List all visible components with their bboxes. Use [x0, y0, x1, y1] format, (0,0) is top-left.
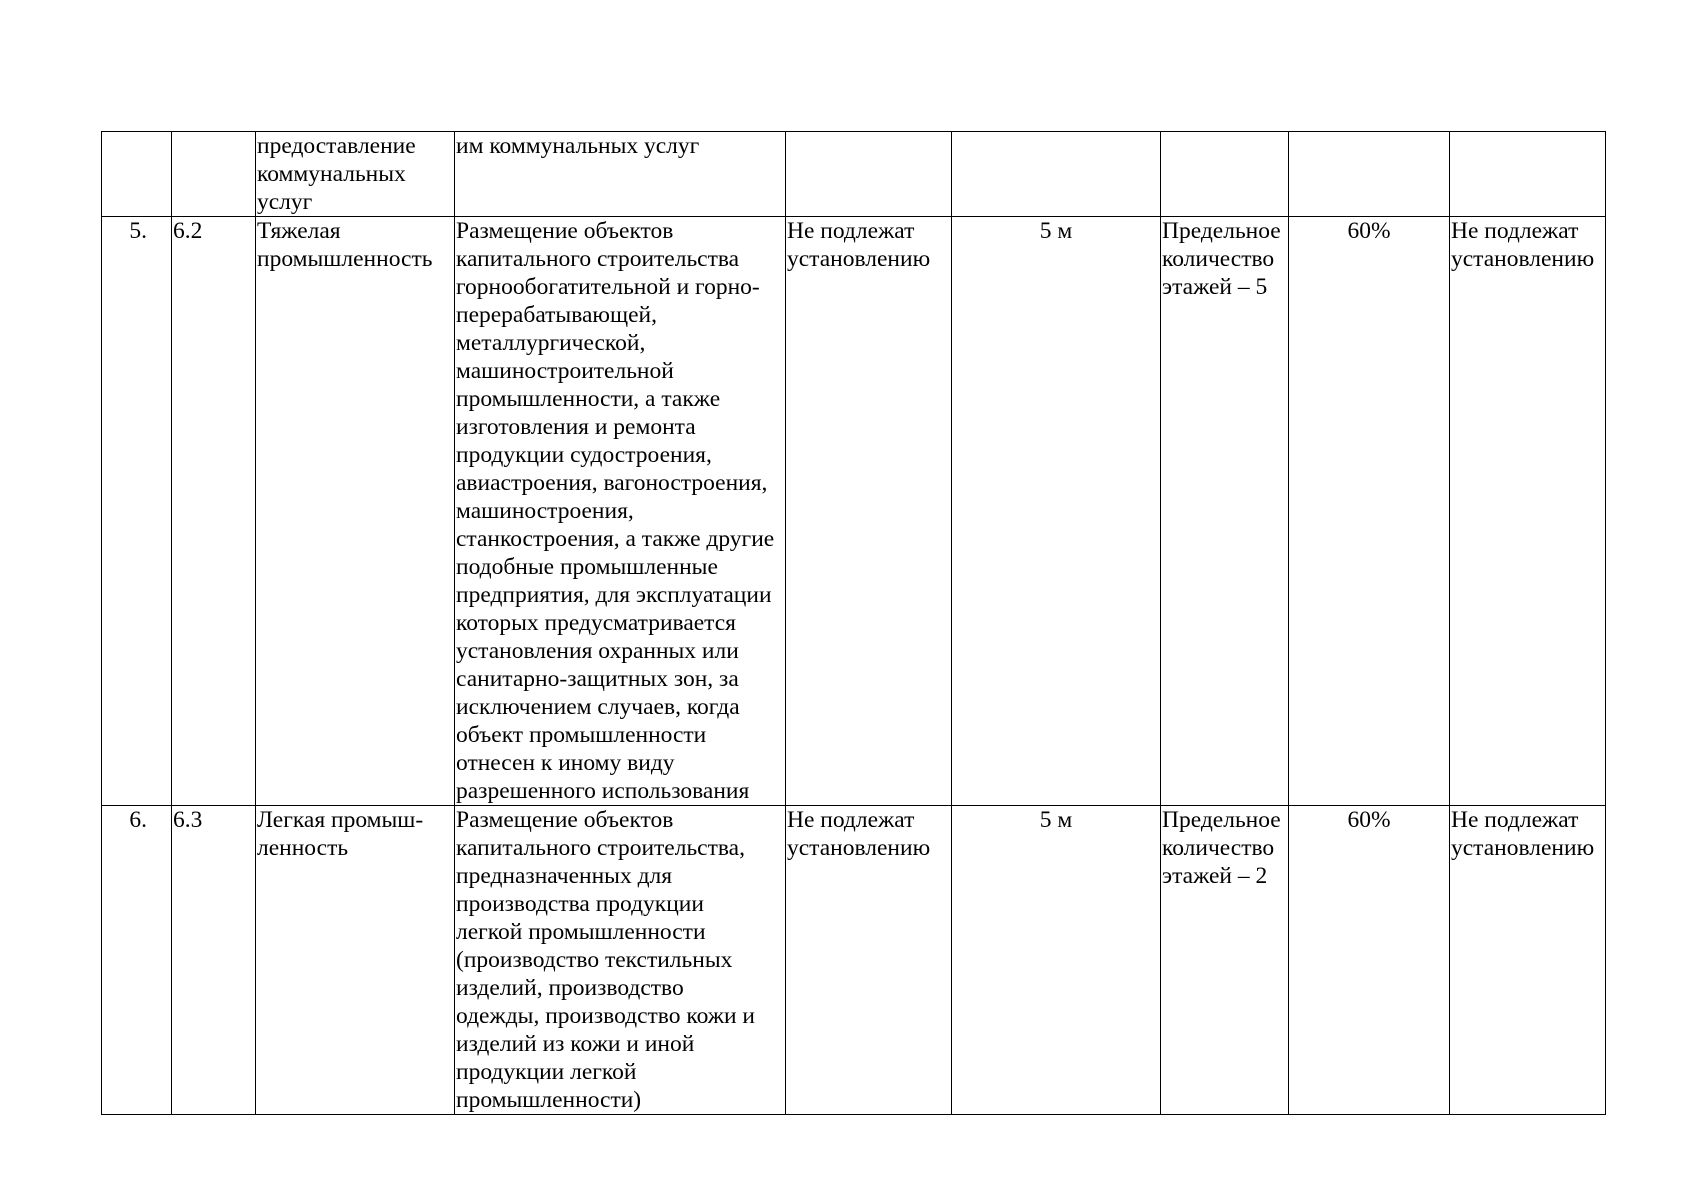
- floors-limit-cell: Предельное количество этажей – 5: [1161, 217, 1289, 806]
- other-params-cell: Не подлежат установлению: [1450, 806, 1606, 1115]
- row-number-cell: 5.: [102, 217, 172, 806]
- use-name-cell: Тяжелая промышленность: [256, 217, 455, 806]
- table-row: [102, 806, 1606, 1115]
- row-number-cell: [102, 132, 172, 217]
- coverage-percent-cell: 60%: [1289, 217, 1450, 806]
- table-row: [102, 132, 1606, 217]
- use-code-cell: [172, 132, 256, 217]
- max-height-cell: 5 м: [952, 217, 1161, 806]
- min-setback-cell: Не подлежат установлению: [786, 217, 952, 806]
- other-params-cell: Не подлежат установлению: [1450, 217, 1606, 806]
- table-row: [102, 217, 1606, 806]
- use-name-cell: Легкая промыш- ленность: [256, 806, 455, 1115]
- coverage-percent-cell: 60%: [1289, 806, 1450, 1115]
- min-setback-cell: [786, 132, 952, 217]
- use-name-cell: предоставление коммунальных услуг: [256, 132, 455, 217]
- max-height-cell: [952, 132, 1161, 217]
- use-description-cell: Размещение объектов капитального строительства горнообогатительной и горно- перерабатывающей, металлургической, машиностроительной промышленности, а также изготовления и ремонта продукции судостроения, авиастроения, вагоностроения, машиностроения, станкостроения, а также другие подобные промышленные предприятия, для эксплуатации которых предусматривается установления охранных или санитарно-защитных зон, за исключением случаев, когда объект промышленности отнесен к иному виду разрешенного использования: [455, 217, 786, 806]
- floors-limit-cell: Предельное количество этажей – 2: [1161, 806, 1289, 1115]
- row-number-cell: 6.: [102, 806, 172, 1115]
- use-description-cell: Размещение объектов капитального строительства, предназначенных для производства продукции легкой промышленности (производство текстильных изделий, производство одежды, производство кожи и изделий из кожи и иной продукции легкой промышленности): [455, 806, 786, 1115]
- floors-limit-cell: [1161, 132, 1289, 217]
- use-code-cell: 6.2: [172, 217, 256, 806]
- max-height-cell: 5 м: [952, 806, 1161, 1115]
- land-use-regulations-table: [101, 131, 1606, 1115]
- coverage-percent-cell: [1289, 132, 1450, 217]
- use-code-cell: 6.3: [172, 806, 256, 1115]
- other-params-cell: [1450, 132, 1606, 217]
- use-description-cell: им коммунальных услуг: [455, 132, 786, 217]
- min-setback-cell: Не подлежат установлению: [786, 806, 952, 1115]
